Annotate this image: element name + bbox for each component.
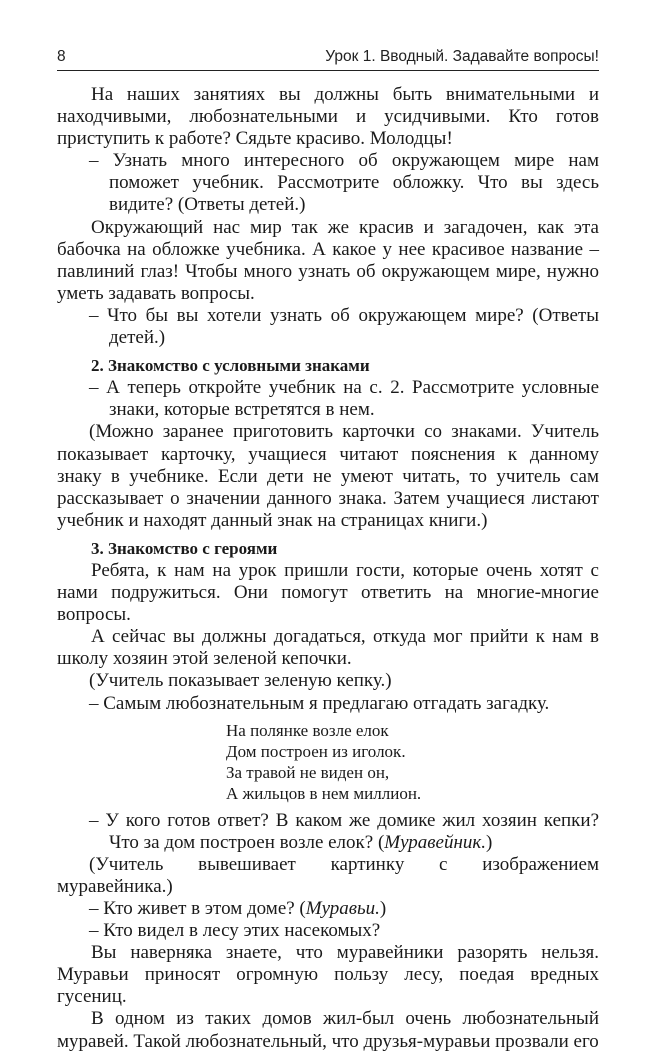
page-body <box>57 84 599 1053</box>
poem-line: За травой не виден он, <box>226 762 390 782</box>
page-header <box>57 46 599 71</box>
dialogue-line: – Самым любознательным я предлагаю отгадать загадку. <box>89 692 550 714</box>
paragraph: (Учитель показывает зеленую кепку.) <box>89 670 392 692</box>
paragraph: Окружающий нас мир так же красив и загадочен, как эта бабочка на обложке учебника. А какое у нее красивое название – павлиний глаз! Чтобы много узнать об окружающем мире, нужно уметь задавать вопросы. <box>57 216 599 304</box>
poem-line: А жильцов в нем миллион. <box>226 783 422 803</box>
paragraph: (Учитель вывешивает картинку с изображением муравейника.) <box>57 853 599 897</box>
running-title: Урок 1. Вводный. Задавайте вопросы! <box>325 48 599 65</box>
paragraph: (Можно заранее приготовить карточки со знаками. Учитель показывает карточку, учащиеся читают пояснения к данному знаку в учебнике. Если дети не умеют читать, то учитель сам рассказывает о значении данного знака. Затем учащиеся листают учебник и находят данный знак на страницах книги.) <box>57 421 599 531</box>
answer-text: Муравьи. <box>305 898 380 919</box>
riddle-poem <box>226 720 599 804</box>
poem-line: На полянке возле елок <box>226 720 389 740</box>
paragraph: Ребята, к нам на урок пришли гости, которые очень хотят с нами подружиться. Они помогут ответить на многие-многие вопросы. <box>57 559 599 626</box>
dialogue-line: – А теперь откройте учебник на с. 2. Рассмотрите условные знаки, которые встретятся в нем. <box>89 377 599 421</box>
answer-text: Муравейник. <box>384 831 487 853</box>
section-heading: 3. Знакомство с героями <box>91 538 278 558</box>
paragraph: А сейчас вы должны догадаться, откуда мог прийти к нам в школу хозяин этой зеленой кепочки. <box>57 626 599 670</box>
page-number: 8 <box>57 48 66 65</box>
dialogue-text: – Кто живет в этом доме? ( <box>89 898 306 919</box>
dialogue-line <box>57 810 599 854</box>
dialogue-close: ) <box>379 898 387 919</box>
poem-line: Дом построен из иголок. <box>226 741 406 761</box>
paragraph: Вы наверняка знаете, что муравейники разорять нельзя. Муравьи приносят огромную пользу лесу, поедая вредных гусениц. <box>57 942 599 1008</box>
dialogue-text: – У кого готов ответ? В каком же домике жил хозяин кепки? Что за дом построен возле елок? ( <box>89 809 599 853</box>
dialogue-line <box>57 898 599 920</box>
dialogue-line: – Что бы вы хотели узнать об окружающем мире? (Ответы детей.) <box>89 304 599 349</box>
dialogue-line: – Узнать много интересного об окружающем мире нам поможет учебник. Рассмотрите обложку. Что вы здесь видите? (Ответы детей.) <box>89 150 599 216</box>
dialogue-line: – Кто видел в лесу этих насекомых? <box>89 920 381 942</box>
dialogue-close: ) <box>486 831 493 853</box>
paragraph: В одном из таких домов жил-был очень любознательный муравей. Такой любознательный, что друзья-муравьи прозвали его <box>57 1008 599 1052</box>
section-heading: 2. Знакомство с условными знаками <box>91 356 370 376</box>
paragraph: На наших занятиях вы должны быть внимательными и находчивыми, любознательными и усидчивыми. Кто готов приступить к работе? Сядьте красиво. Молодцы! <box>57 84 599 150</box>
